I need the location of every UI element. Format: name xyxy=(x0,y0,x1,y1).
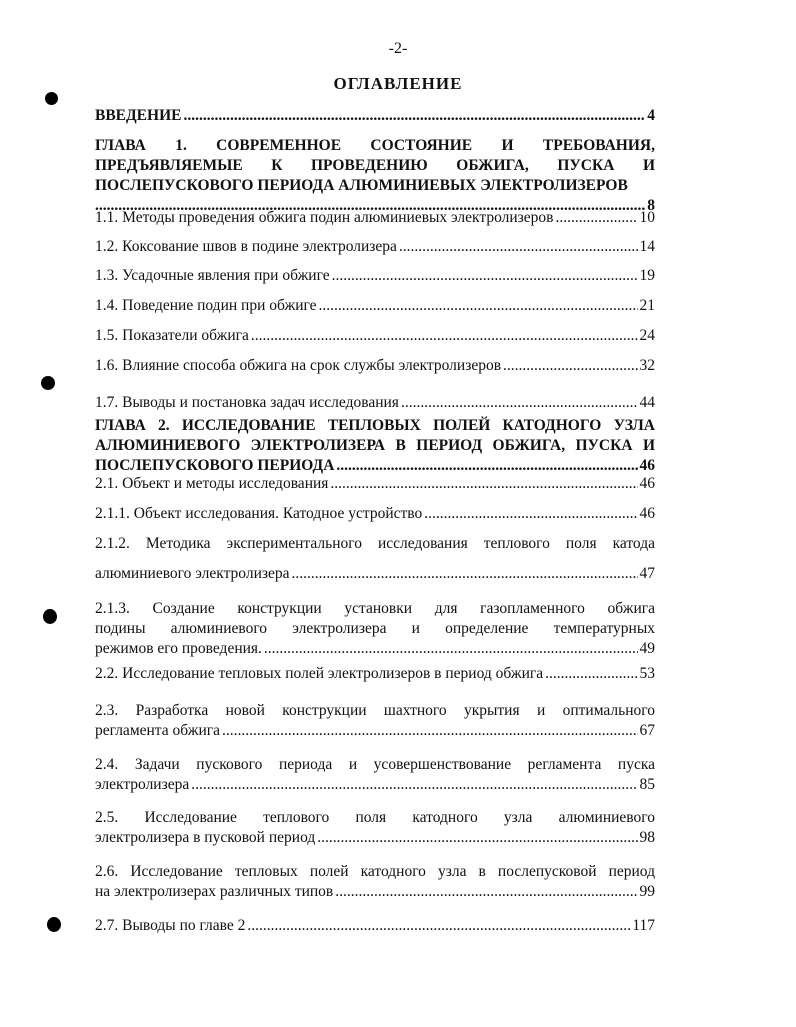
toc-entry-line: 2.1.2. Методика экспериментального исследования теплового поля катода xyxy=(95,535,655,552)
toc-entry-label: 2.2. Исследование тепловых полей электролизеров в период обжига xyxy=(95,665,544,682)
chapter-1-line-2: ПРЕДЪЯВЛЯЕМЫЕ К ПРОВЕДЕНИЮ ОБЖИГА, ПУСКА И xyxy=(95,157,655,174)
toc-entry-1-4[interactable] xyxy=(95,296,655,316)
toc-entry-page: 85 xyxy=(639,776,655,793)
toc-entry-line: регламента обжига xyxy=(95,722,221,739)
toc-entry-page: 98 xyxy=(639,829,655,846)
toc-entry-1-5[interactable] xyxy=(95,326,655,346)
toc-entry-page: 14 xyxy=(639,238,655,255)
punch-hole-mark xyxy=(45,92,58,105)
toc-chapter-1[interactable] xyxy=(95,136,655,216)
toc-entry-label: 2.1. Объект и методы исследования xyxy=(95,475,329,492)
toc-entry-line: 2.1.3. Создание конструкции установки для газопламенного обжига xyxy=(95,600,655,617)
leader-dots xyxy=(251,326,638,346)
toc-entry-page: 4 xyxy=(647,107,655,124)
toc-entry-page: 46 xyxy=(639,475,655,492)
chapter-2-line-2: АЛЮМИНИЕВОГО ЭЛЕКТРОЛИЗЕРА В ПЕРИОД ОБЖИГА, ПУСКА И xyxy=(95,437,655,454)
toc-entry-label: 1.5. Показатели обжига xyxy=(95,327,249,344)
toc-entry-2-1-1[interactable] xyxy=(95,504,655,524)
toc-entry-page: 46 xyxy=(639,457,655,474)
toc-entry-2-2[interactable] xyxy=(95,664,655,684)
leader-dots xyxy=(183,106,645,126)
leader-dots xyxy=(424,504,637,524)
toc-entry-2-5[interactable] xyxy=(95,808,655,848)
leader-dots xyxy=(335,882,637,902)
leader-dots xyxy=(330,474,637,494)
toc-entry-page: 53 xyxy=(639,665,655,682)
toc-entry-2-7[interactable] xyxy=(95,916,655,936)
chapter-2-line-3: ПОСЛЕПУСКОВОГО ПЕРИОДА xyxy=(95,457,335,474)
toc-entry-label: 1.7. Выводы и постановка задач исследования xyxy=(95,394,399,411)
toc-entry-line: 2.6. Исследование тепловых полей катодного узла в послепусковой период xyxy=(95,863,655,880)
chapter-1-line-3: ПОСЛЕПУСКОВОГО ПЕРИОДА АЛЮМИНИЕВЫХ ЭЛЕКТРОЛИЗЕРОВ xyxy=(95,177,628,194)
toc-entry-page: 46 xyxy=(639,505,655,522)
toc-entry-2-4[interactable] xyxy=(95,755,655,795)
toc-entry-page: 8 xyxy=(647,197,655,214)
toc-entry-page: 19 xyxy=(639,267,655,284)
toc-entry-2-1-3[interactable] xyxy=(95,599,655,659)
toc-entry-page: 44 xyxy=(639,394,655,411)
toc-entry-label: 1.4. Поведение подин при обжиге xyxy=(95,297,317,314)
chapter-1-line-1: ГЛАВА 1. СОВРЕМЕННОЕ СОСТОЯНИЕ И ТРЕБОВАНИЯ, xyxy=(95,137,655,154)
toc-entry-label: 1.6. Влияние способа обжига на срок службы электролизеров xyxy=(95,357,502,374)
toc-entry-page: 10 xyxy=(639,209,655,226)
leader-dots xyxy=(292,564,638,584)
toc-entry-1-7[interactable] xyxy=(95,393,655,413)
leader-dots xyxy=(191,775,637,795)
toc-entry-2-3[interactable] xyxy=(95,701,655,741)
leader-dots xyxy=(545,664,637,684)
toc-entry-line: режимов его проведения. xyxy=(95,640,262,657)
toc-entry-label: 2.1.1. Объект исследования. Катодное устройство xyxy=(95,505,423,522)
toc-entry-page: 67 xyxy=(639,722,655,739)
toc-entry-line: электролизера в пусковой период xyxy=(95,829,316,846)
toc-entry-2-1-2[interactable] xyxy=(95,534,655,584)
toc-entry-line: подины алюминиевого электролизера и определение температурных xyxy=(95,620,655,637)
toc-entry-line: алюминиевого электролизера xyxy=(95,565,290,582)
punch-hole-mark xyxy=(43,609,57,624)
leader-dots xyxy=(222,721,637,741)
toc-entry-label: 1.2. Коксование швов в подине электролизера xyxy=(95,238,397,255)
toc-entry-intro[interactable] xyxy=(95,106,655,126)
leader-dots xyxy=(317,828,637,848)
toc-entry-1-6[interactable] xyxy=(95,356,655,376)
toc-entry-page: 49 xyxy=(639,640,655,657)
leader-dots xyxy=(555,208,637,228)
punch-hole-mark xyxy=(47,917,61,932)
leader-dots xyxy=(264,639,638,659)
leader-dots xyxy=(336,456,637,476)
toc-entry-line: 2.4. Задачи пускового периода и усовершенствование регламента пуска xyxy=(95,756,655,773)
toc-entry-label: ВВЕДЕНИЕ xyxy=(95,107,182,124)
page-number: -2- xyxy=(388,40,408,57)
toc-entry-label: 1.3. Усадочные явления при обжиге xyxy=(95,267,330,284)
leader-dots xyxy=(332,266,638,286)
toc-entry-line: 2.5. Исследование теплового поля катодного узла алюминиевого xyxy=(95,809,655,826)
leader-dots xyxy=(319,296,638,316)
toc-entry-page: 21 xyxy=(639,297,655,314)
toc-entry-page: 117 xyxy=(632,917,655,934)
leader-dots xyxy=(401,393,638,413)
toc-entry-1-2[interactable] xyxy=(95,237,655,257)
chapter-2-line-1: ГЛАВА 2. ИССЛЕДОВАНИЕ ТЕПЛОВЫХ ПОЛЕЙ КАТОДНОГО УЗЛА xyxy=(95,417,655,434)
toc-entry-1-3[interactable] xyxy=(95,266,655,286)
toc-chapter-2[interactable] xyxy=(95,416,655,476)
leader-dots xyxy=(247,916,630,936)
leader-dots xyxy=(503,356,637,376)
toc-entry-page: 32 xyxy=(639,357,655,374)
toc-entry-1-1[interactable] xyxy=(95,208,655,228)
leader-dots xyxy=(399,237,638,257)
toc-entry-line: электролизера xyxy=(95,776,190,793)
toc-entry-line: на электролизерах различных типов xyxy=(95,883,334,900)
toc-entry-line: 2.3. Разработка новой конструкции шахтного укрытия и оптимального xyxy=(95,702,655,719)
toc-entry-label: 1.1. Методы проведения обжига подин алюминиевых электролизеров xyxy=(95,209,554,226)
toc-title: ОГЛАВЛЕНИЕ xyxy=(333,74,463,93)
toc-entry-2-6[interactable] xyxy=(95,862,655,902)
toc-entry-page: 47 xyxy=(639,565,655,582)
punch-hole-mark xyxy=(41,376,55,390)
toc-entry-page: 99 xyxy=(639,883,655,900)
toc-entry-page: 24 xyxy=(639,327,655,344)
toc-entry-2-1[interactable] xyxy=(95,474,655,494)
toc-entry-label: 2.7. Выводы по главе 2 xyxy=(95,917,246,934)
